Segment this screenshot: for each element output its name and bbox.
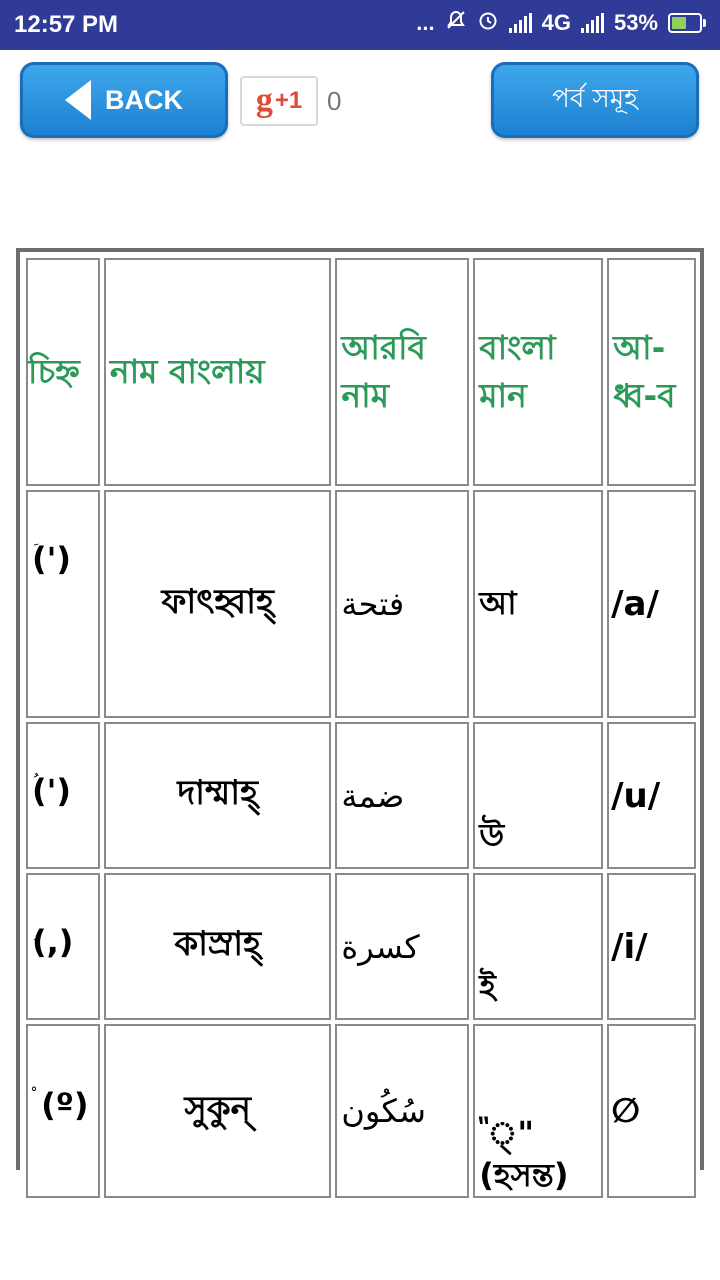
harakat-table: [22, 254, 700, 1202]
ipa-cell: /u/: [607, 722, 696, 869]
ipa-cell: ∅: [607, 1024, 696, 1198]
header-arabic-name: আরবি নাম: [335, 258, 469, 486]
ipa-cell: /i/: [607, 873, 696, 1020]
network-type: 4G: [541, 10, 571, 35]
sections-button-label: পর্ব সমূহ: [552, 84, 638, 114]
header-sign: চিহ্ন: [26, 258, 100, 486]
signal-icon-2: [581, 13, 604, 33]
status-icons: [416, 9, 706, 37]
muted-bell-icon: [445, 9, 467, 37]
signal-icon: [509, 13, 532, 33]
sign-symbol: ('): [32, 540, 72, 578]
arabic-cell: سُكُون: [335, 1024, 469, 1198]
name-cell: দাম্মাহ্: [104, 722, 332, 869]
bangla-value-cell: আ: [473, 490, 603, 718]
sign-cell: [26, 722, 100, 869]
battery-percent: 53%: [613, 10, 658, 35]
harakat-table-container[interactable]: [16, 248, 704, 1194]
bangla-value-cell: উ: [473, 722, 603, 869]
sign-cell: [26, 490, 100, 718]
plus-one-label: +1: [274, 87, 303, 114]
table-row: [26, 490, 696, 718]
more-notifications-icon: ...: [416, 10, 435, 35]
table-row: [26, 722, 696, 869]
status-bar: [0, 0, 720, 50]
sign-cell: [26, 1024, 100, 1198]
arabic-cell: ضمة: [335, 722, 469, 869]
arabic-cell: كسرة: [335, 873, 469, 1020]
bangla-value-cell: "্" (হসন্ত): [473, 1024, 603, 1198]
header-bangla-value: বাংলা মান: [473, 258, 603, 486]
sections-button[interactable]: [491, 62, 699, 138]
alarm-icon: [477, 9, 499, 37]
header-bangla-name: নাম বাংলায়: [104, 258, 332, 486]
sign-symbol: (º): [41, 1086, 89, 1124]
sign-symbol: ('): [32, 772, 72, 810]
back-button[interactable]: [20, 62, 228, 138]
name-cell: ফাৎহ্বাহ্: [104, 490, 332, 718]
plus-one-count: 0: [327, 86, 342, 116]
table-row: [26, 873, 696, 1020]
bangla-value-cell: ই: [473, 873, 603, 1020]
status-time: 12:57 PM: [14, 11, 119, 38]
back-button-label: BACK: [105, 84, 183, 115]
ipa-cell: /a/: [607, 490, 696, 718]
arabic-cell: فتحة: [335, 490, 469, 718]
google-plus-icon: g: [255, 82, 273, 119]
table-row: [26, 1024, 696, 1198]
name-cell: কাস্রাহ্: [104, 873, 332, 1020]
battery-icon: [668, 13, 706, 33]
name-cell: সুকুন্: [104, 1024, 332, 1198]
sign-cell: [26, 873, 100, 1020]
header-ipa: আ-ধ্ব-ব: [607, 258, 696, 486]
table-header-row: [26, 258, 696, 486]
google-plus-one-button[interactable]: [240, 76, 318, 126]
back-arrow-icon: [65, 80, 91, 120]
sign-symbol: (,): [32, 923, 74, 961]
